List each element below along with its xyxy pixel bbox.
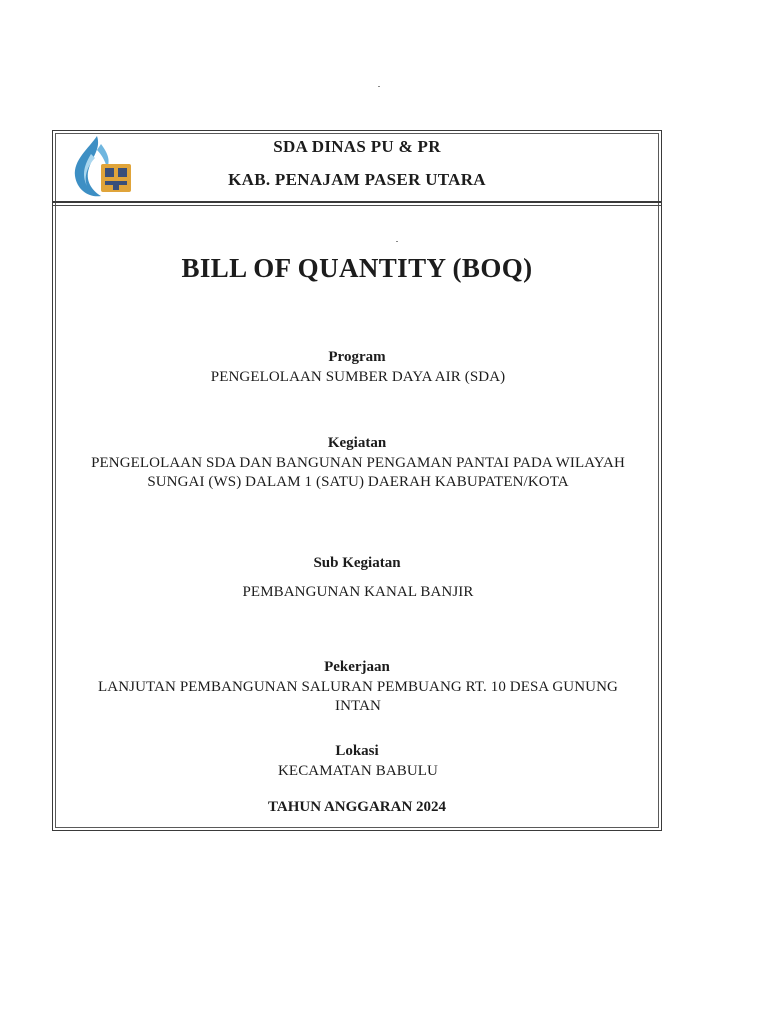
program-label: Program — [328, 349, 386, 365]
pekerjaan-value-line-1: LANJUTAN PEMBANGUNAN SALURAN PEMBUANG RT. 10 DESA GUNUNG — [98, 679, 618, 695]
scan-speck — [378, 86, 380, 87]
lokasi-label: Lokasi — [335, 743, 379, 759]
pekerjaan-value-line-2: INTAN — [335, 698, 381, 714]
lokasi-value: KECAMATAN BABULU — [278, 763, 438, 779]
kegiatan-value-line-1: PENGELOLAAN SDA DAN BANGUNAN PENGAMAN PANTAI PADA WILAYAH — [91, 455, 625, 471]
fiscal-year: TAHUN ANGGARAN 2024 — [267, 799, 447, 815]
program-value: PENGELOLAAN SUMBER DAYA AIR (SDA) — [210, 369, 506, 385]
document-title: BILL OF QUANTITY (BOQ) — [181, 253, 533, 283]
pekerjaan-label: Pekerjaan — [324, 659, 390, 675]
kegiatan-label: Kegiatan — [327, 435, 387, 451]
sub-kegiatan-value: PEMBANGUNAN KANAL BANJIR — [242, 584, 474, 600]
sub-kegiatan-label: Sub Kegiatan — [313, 555, 401, 571]
kegiatan-value-line-2: SUNGAI (WS) DALAM 1 (SATU) DAERAH KABUPATEN/KOTA — [147, 474, 569, 490]
document-header — [53, 131, 661, 203]
organization-name: SDA DINAS PU & PR — [273, 137, 441, 156]
document-frame — [52, 130, 662, 831]
regency-name: KAB. PENAJAM PASER UTARA — [228, 170, 486, 189]
